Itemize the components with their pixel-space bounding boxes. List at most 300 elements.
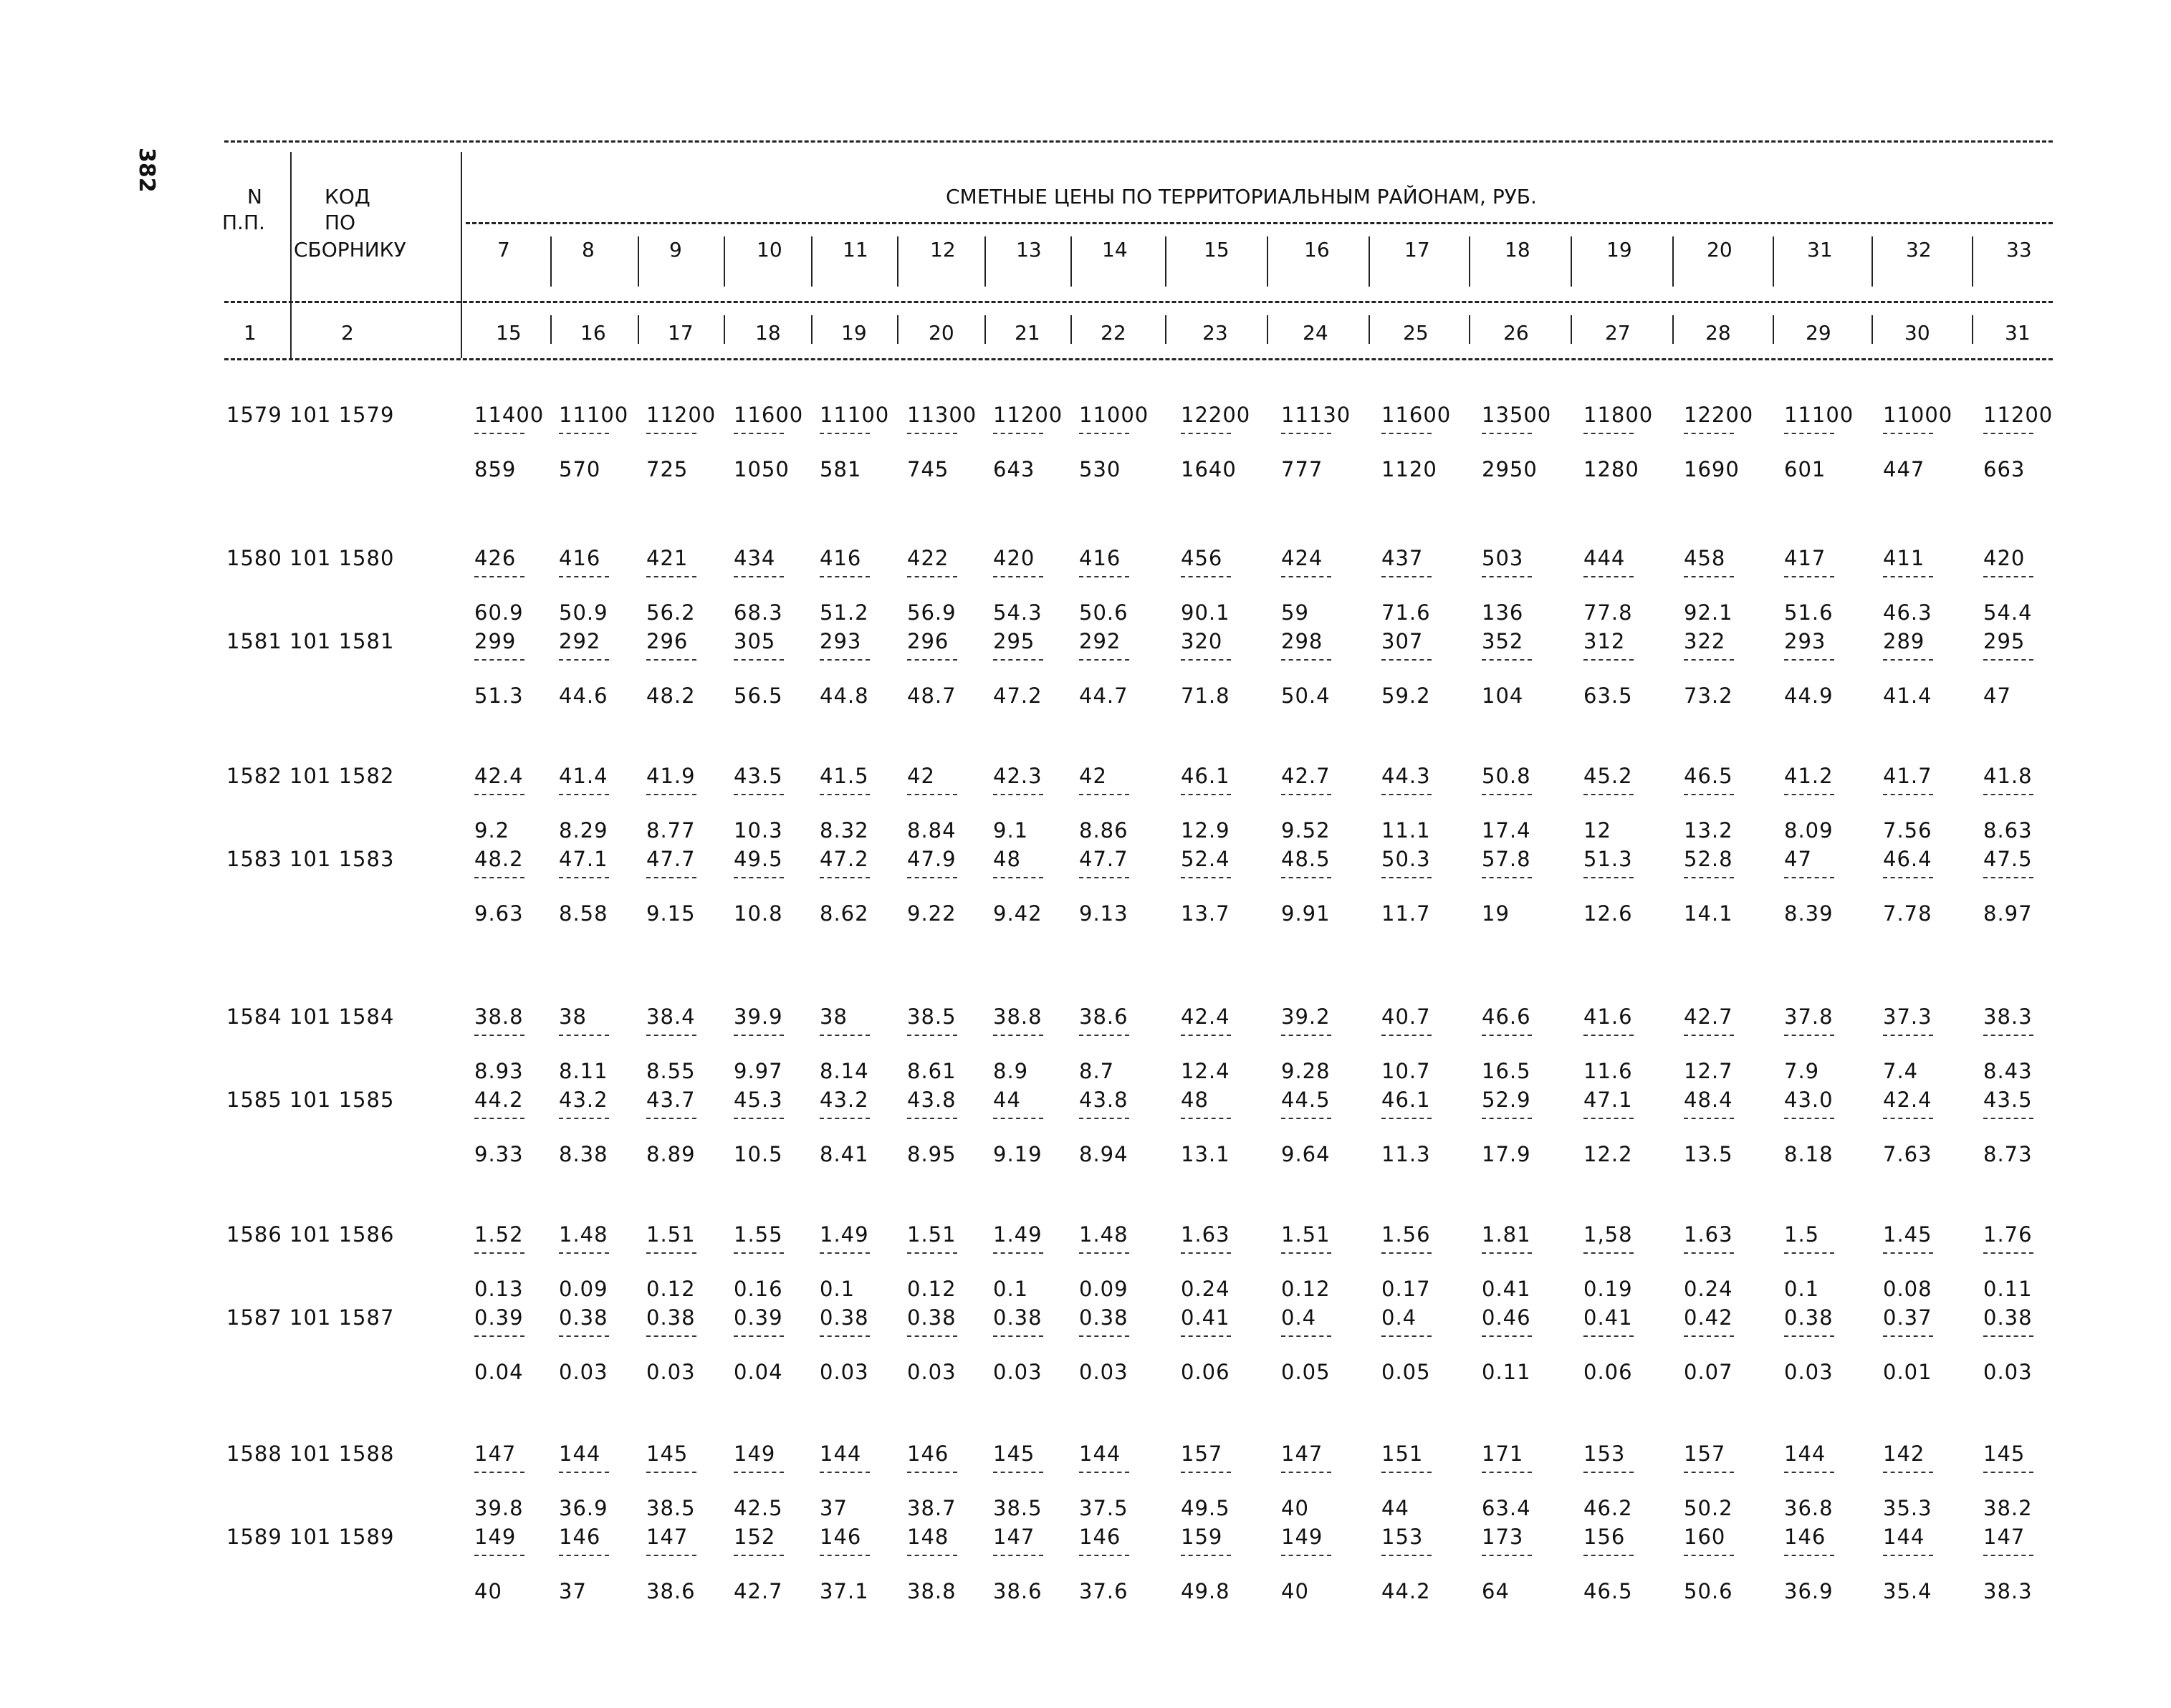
district-number: 18 [1505,238,1530,262]
price-cell: 145 [1983,1441,2026,1466]
price-cell: 45.2 [1583,764,1633,788]
price-cell: 9.97 [734,1059,783,1083]
fraction-dash [646,1472,696,1473]
price-cell: 0.17 [1381,1277,1431,1301]
price-cell: 43.0 [1784,1088,1834,1112]
district-separator [1165,236,1166,287]
price-cell: 0.38 [1784,1305,1834,1330]
price-cell: 0.06 [1583,1360,1633,1384]
colnum-separator [1165,315,1166,344]
price-cell: 50.6 [1684,1579,1733,1603]
price-cell: 47.5 [1983,847,2033,871]
fraction-dash [1079,659,1129,661]
code-label: КОД [325,185,370,208]
price-cell: 47 [1983,683,2011,708]
fraction-dash [1883,1252,1933,1254]
price-cell: 0.19 [1583,1277,1633,1301]
price-cell: 0.03 [646,1360,696,1384]
price-cell: 420 [993,546,1035,570]
fraction-dash [1983,794,2033,795]
colnum-separator [984,315,986,344]
price-cell: 9.15 [646,901,696,926]
price-cell: 9.28 [1281,1059,1331,1083]
fraction-dash [1281,1335,1331,1337]
fraction-dash [1381,433,1432,434]
price-cell: 0.07 [1684,1360,1733,1384]
price-cell: 0.03 [1983,1360,2033,1384]
price-cell: 0.12 [907,1277,957,1301]
price-cell: 570 [559,457,601,481]
col-number: 30 [1904,321,1930,345]
price-cell: 38.6 [646,1579,696,1603]
price-cell: 43.2 [820,1088,869,1112]
col-number: 18 [755,321,781,345]
price-cell: 145 [646,1441,689,1466]
price-cell: 0.37 [1883,1305,1932,1330]
price-cell: 36.8 [1784,1496,1834,1520]
price-cell: 42.7 [1684,1004,1733,1029]
price-cell: 42 [907,764,935,788]
price-cell: 8.77 [646,818,696,843]
price-cell: 59.2 [1381,683,1431,708]
fraction-dash [1281,1035,1331,1036]
price-cell: 64 [1482,1579,1510,1603]
fraction-dash [1583,1252,1634,1254]
price-cell: 41.8 [1983,764,2033,788]
code-label-2: ПО [325,211,356,234]
price-cell: 11200 [646,403,717,427]
price-cell: 47.1 [1583,1088,1633,1112]
price-cell: 63.4 [1482,1496,1531,1520]
fraction-dash [559,659,609,661]
fraction-dash [1079,1118,1129,1119]
price-cell: 417 [1784,546,1826,570]
price-cell: 16.5 [1482,1059,1531,1083]
price-cell: 144 [559,1441,601,1466]
price-cell: 51.2 [820,600,869,625]
fraction-dash [1381,1555,1432,1556]
colnum-separator [1469,315,1470,344]
fraction-dash [1181,1252,1231,1254]
fraction-dash [1784,1335,1834,1337]
price-cell: 44 [1381,1496,1409,1520]
price-cell: 38.3 [1983,1579,2033,1603]
price-cell: 1.48 [1079,1222,1128,1247]
price-cell: 149 [474,1525,517,1549]
price-cell: 307 [1381,629,1424,653]
fraction-dash [474,659,524,661]
row-code: 1580 101 1580 [226,546,395,570]
fraction-dash [1883,1118,1933,1119]
price-cell: 47.2 [820,847,869,871]
fraction-dash [1181,1118,1231,1119]
fraction-dash [1883,1555,1933,1556]
fraction-dash [1079,1252,1129,1254]
price-cell: 8.11 [559,1059,608,1083]
price-cell: 92.1 [1684,600,1733,625]
price-cell: 37.6 [1079,1579,1128,1603]
district-separator [1469,236,1470,287]
district-number: 15 [1204,238,1230,262]
price-cell: 153 [1583,1441,1626,1466]
price-cell: 0.04 [734,1360,783,1384]
price-cell: 50.6 [1079,600,1128,625]
fraction-dash [820,1555,870,1556]
price-cell: 147 [474,1441,517,1466]
price-cell: 1280 [1583,457,1639,481]
price-cell: 63.5 [1583,683,1633,708]
price-cell: 581 [820,457,862,481]
fraction-dash [1583,1118,1634,1119]
fraction-dash [1281,576,1331,577]
fraction-dash [1684,576,1734,577]
fraction-dash [474,1118,524,1119]
price-cell: 144 [1079,1441,1121,1466]
fraction-dash [474,794,524,795]
price-cell: 41.5 [820,764,869,788]
price-cell: 144 [1883,1525,1925,1549]
district-number: 11 [843,238,868,262]
fraction-dash [993,1252,1043,1254]
price-cell: 11.7 [1381,901,1431,926]
fraction-dash [1482,1472,1532,1473]
district-number: 13 [1016,238,1042,262]
price-cell: 8.63 [1983,818,2033,843]
price-cell: 0.24 [1684,1277,1733,1301]
fraction-dash [1583,877,1634,878]
price-cell: 40.7 [1381,1004,1431,1029]
price-cell: 51.3 [1583,847,1633,871]
price-cell: 0.09 [1079,1277,1128,1301]
price-cell: 8.86 [1079,818,1128,843]
fraction-dash [1684,1555,1734,1556]
fraction-dash [1883,659,1933,661]
fraction-dash [1784,1035,1834,1036]
fraction-dash [1883,877,1933,878]
district-separator [1369,236,1370,287]
price-cell: 0.38 [993,1305,1043,1330]
col-number-1: 1 [244,321,257,345]
fraction-dash [734,1118,784,1119]
colnum-separator [1672,315,1674,344]
price-cell: 322 [1684,629,1726,653]
code-label-3: СБОРНИКУ [294,238,406,262]
price-cell: 160 [1684,1525,1726,1549]
fraction-dash [646,1035,696,1036]
price-cell: 48.2 [646,683,696,708]
price-cell: 298 [1281,629,1323,653]
col-number: 21 [1015,321,1040,345]
price-cell: 725 [646,457,689,481]
price-cell: 0.03 [1784,1360,1834,1384]
price-cell: 104 [1482,683,1524,708]
price-cell: 37 [820,1496,848,1520]
fraction-dash [1281,1472,1331,1473]
price-cell: 643 [993,457,1035,481]
price-cell: 8.62 [820,901,869,926]
colnum-separator [638,315,639,344]
price-cell: 38.8 [993,1004,1043,1029]
price-cell: 38.2 [1983,1496,2033,1520]
price-cell: 39.8 [474,1496,524,1520]
fraction-dash [1281,877,1331,878]
price-cell: 42.4 [474,764,524,788]
fraction-dash [1381,1472,1432,1473]
price-cell: 50.9 [559,600,608,625]
fraction-dash [820,794,870,795]
price-cell: 48.5 [1281,847,1331,871]
price-cell: 8.29 [559,818,608,843]
price-cell: 56.2 [646,600,696,625]
price-cell: 148 [907,1525,949,1549]
district-separator [897,236,898,287]
fraction-dash [1381,1035,1432,1036]
district-number: 14 [1102,238,1128,262]
price-cell: 12.4 [1181,1059,1230,1083]
price-cell: 44.7 [1079,683,1128,708]
header-vbar [461,152,462,358]
fraction-dash [1684,1252,1734,1254]
price-cell: 46.5 [1684,764,1733,788]
district-number: 31 [1807,238,1833,262]
district-number: 20 [1707,238,1733,262]
price-cell: 38.3 [1983,1004,2033,1029]
colnum-separator [1773,315,1774,344]
fraction-dash [907,1252,957,1254]
price-cell: 10.5 [734,1142,783,1166]
colnum-separator [1070,315,1072,344]
pp-label: П.П. [222,211,265,234]
price-cell: 11.1 [1381,818,1431,843]
fraction-dash [1181,433,1231,434]
price-cell: 13.5 [1684,1142,1733,1166]
price-cell: 8.94 [1079,1142,1128,1166]
price-cell: 0.38 [907,1305,957,1330]
price-cell: 1.51 [907,1222,957,1247]
district-number: 10 [757,238,782,262]
fraction-dash [734,794,784,795]
price-cell: 9.52 [1281,818,1331,843]
fraction-dash [646,1335,696,1337]
price-cell: 416 [1079,546,1121,570]
district-separator [638,236,639,287]
fraction-dash [1181,877,1231,878]
price-cell: 50.8 [1482,764,1531,788]
price-cell: 0.1 [993,1277,1029,1301]
fraction-dash [1181,1335,1231,1337]
col-number: 31 [2005,321,2031,345]
fraction-dash [1883,794,1933,795]
price-cell: 312 [1583,629,1626,653]
price-cell: 1.55 [734,1222,783,1247]
price-cell: 7.56 [1883,818,1932,843]
price-cell: 9.63 [474,901,524,926]
price-cell: 12200 [1684,403,1754,427]
fraction-dash [1381,877,1432,878]
price-cell: 0.05 [1381,1360,1431,1384]
price-cell: 41.2 [1784,764,1834,788]
price-cell: 0.46 [1482,1305,1531,1330]
price-cell: 52.9 [1482,1088,1531,1112]
price-cell: 8.93 [474,1059,524,1083]
page-number: 382 [134,148,159,193]
price-cell: 8.61 [907,1059,957,1083]
price-cell: 292 [559,629,601,653]
price-cell: 0.41 [1583,1305,1633,1330]
price-cell: 17.9 [1482,1142,1531,1166]
price-cell: 146 [1079,1525,1121,1549]
fraction-dash [559,1335,609,1337]
price-cell: 0.16 [734,1277,783,1301]
fraction-dash [1181,1035,1231,1036]
fraction-dash [820,659,870,661]
col-number: 15 [496,321,522,345]
price-cell: 0.38 [820,1305,869,1330]
fraction-dash [1079,1035,1129,1036]
price-cell: 0.01 [1883,1360,1932,1384]
fraction-dash [993,877,1043,878]
price-cell: 0.03 [559,1360,608,1384]
fraction-dash [1684,659,1734,661]
price-cell: 0.13 [474,1277,524,1301]
fraction-dash [1281,433,1331,434]
price-cell: 39.9 [734,1004,783,1029]
price-cell: 8.18 [1784,1142,1834,1166]
price-cell: 0.08 [1883,1277,1932,1301]
fraction-dash [559,1472,609,1473]
fraction-dash [1381,1252,1432,1254]
price-cell: 11000 [1079,403,1149,427]
price-cell: 46.6 [1482,1004,1531,1029]
price-cell: 42.7 [1281,764,1331,788]
price-cell: 0.09 [559,1277,608,1301]
fraction-dash [1983,1335,2033,1337]
fraction-dash [820,1118,870,1119]
fraction-dash [1983,1472,2033,1473]
header-bottom-rule [224,358,2053,360]
price-cell: 149 [1281,1525,1323,1549]
price-cell: 44 [993,1088,1021,1112]
fraction-dash [1482,1555,1532,1556]
fraction-dash [646,877,696,878]
price-cell: 42.5 [734,1496,783,1520]
price-cell: 1.48 [559,1222,608,1247]
price-cell: 17.4 [1482,818,1531,843]
fraction-dash [820,1472,870,1473]
fraction-dash [559,1252,609,1254]
fraction-dash [646,1118,696,1119]
price-cell: 37 [559,1579,587,1603]
fraction-dash [1684,794,1734,795]
price-cell: 147 [1983,1525,2026,1549]
price-cell: 40 [1281,1496,1309,1520]
district-separator [1972,236,1973,287]
fraction-dash [559,576,609,577]
price-cell: 44.2 [474,1088,524,1112]
price-cell: 8.39 [1784,901,1834,926]
fraction-dash [1684,877,1734,878]
fraction-dash [1181,1555,1231,1556]
price-cell: 1640 [1181,457,1237,481]
fraction-dash [907,1555,957,1556]
district-separator [984,236,986,287]
row-code: 1584 101 1584 [226,1004,395,1029]
fraction-dash [993,576,1043,577]
fraction-dash [1583,1555,1634,1556]
fraction-dash [1281,659,1331,661]
fraction-dash [1784,794,1834,795]
price-cell: 0.41 [1181,1305,1230,1330]
price-cell: 421 [646,546,689,570]
colnum-separator [1571,315,1572,344]
price-cell: 293 [820,629,862,653]
price-cell: 153 [1381,1525,1424,1549]
price-cell: 46.1 [1181,764,1230,788]
price-cell: 12200 [1181,403,1251,427]
price-cell: 56.5 [734,683,783,708]
fraction-dash [1883,576,1933,577]
fraction-dash [820,1035,870,1036]
fraction-dash [474,1555,524,1556]
price-cell: 147 [646,1525,689,1549]
price-cell: 11000 [1883,403,1953,427]
district-number: 9 [669,238,682,262]
price-cell: 424 [1281,546,1323,570]
col-number: 23 [1202,321,1228,345]
price-cell: 43.5 [734,764,783,788]
price-cell: 0.38 [646,1305,696,1330]
price-cell: 1.51 [1281,1222,1331,1247]
price-cell: 156 [1583,1525,1626,1549]
fraction-dash [1883,433,1933,434]
price-cell: 444 [1583,546,1626,570]
fraction-dash [474,1472,524,1473]
district-separator [1872,236,1873,287]
price-cell: 1.49 [820,1222,869,1247]
price-cell: 0.42 [1684,1305,1733,1330]
fraction-dash [1583,1472,1634,1473]
price-cell: 43.5 [1983,1088,2033,1112]
price-cell: 51.6 [1784,600,1834,625]
fraction-dash [1181,659,1231,661]
price-cell: 39.2 [1281,1004,1331,1029]
price-cell: 0.4 [1281,1305,1317,1330]
price-cell: 38.5 [907,1004,957,1029]
price-cell: 8.73 [1983,1142,2033,1166]
fraction-dash [1983,1035,2033,1036]
fraction-dash [646,576,696,577]
col-number: 17 [668,321,694,345]
fraction-dash [1281,1555,1331,1556]
price-cell: 11400 [474,403,545,427]
fraction-dash [646,433,696,434]
colnum-separator [811,315,813,344]
price-cell: 1.5 [1784,1222,1820,1247]
fraction-dash [1079,433,1129,434]
price-cell: 43.8 [1079,1088,1128,1112]
price-cell: 151 [1381,1441,1424,1466]
fraction-dash [1784,433,1834,434]
fraction-dash [907,794,957,795]
price-cell: 11600 [1381,403,1452,427]
fraction-dash [1381,576,1432,577]
price-cell: 171 [1482,1441,1524,1466]
price-cell: 42.7 [734,1579,783,1603]
price-cell: 136 [1482,600,1524,625]
price-cell: 1.45 [1883,1222,1932,1247]
district-separator [1773,236,1774,287]
price-cell: 44.8 [820,683,869,708]
